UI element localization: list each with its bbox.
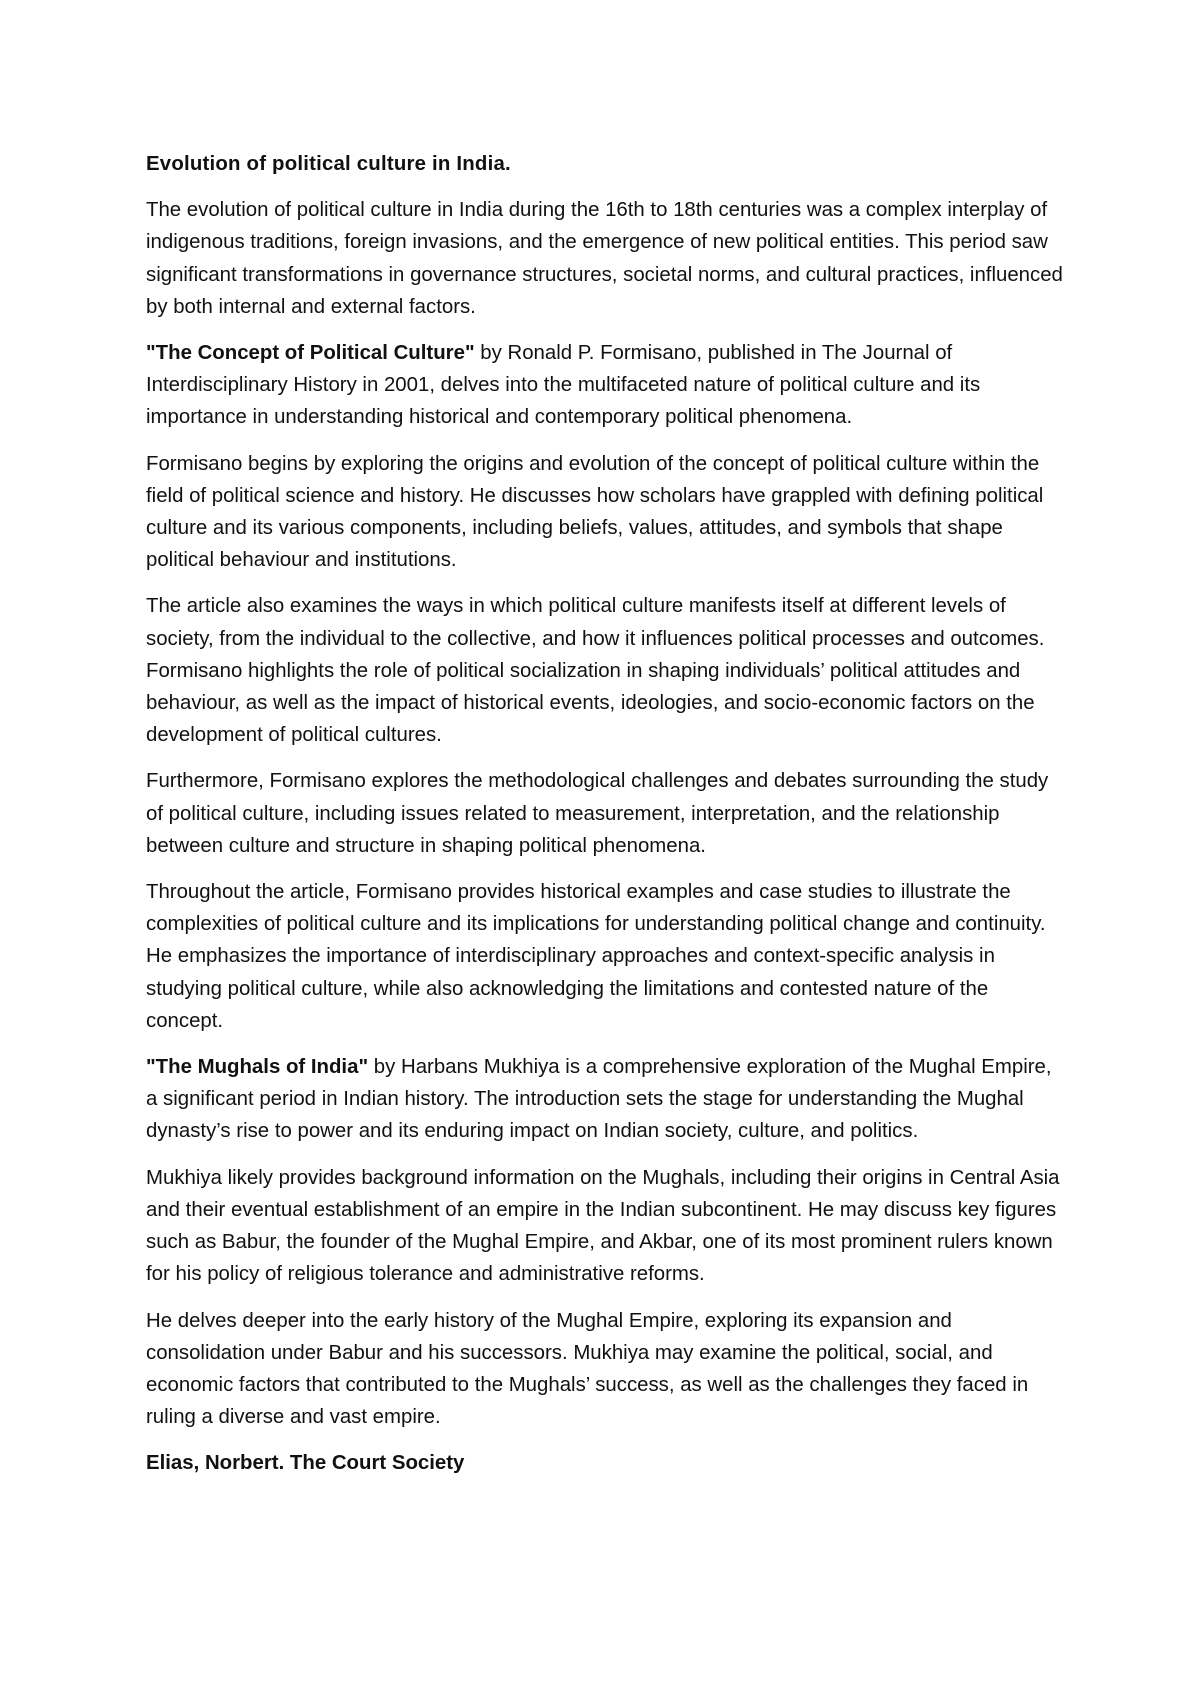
mukhiya-book-title: "The Mughals of India" (146, 1056, 369, 1079)
formisano-summary-text: by Ronald P. Formisano, published in The Journal of Interdisciplinary History in 2001, delves into the multifaceted nature of political culture and its importance in understanding historical and contemporary political phenomena. (146, 342, 981, 429)
formisano-article-title: "The Concept of Political Culture" (146, 342, 475, 365)
mukhiya-summary-paragraph (146, 1051, 1066, 1148)
mukhiya-summary-text: by Harbans Mukhiya is a comprehensive exploration of the Mughal Empire, a significant period in Indian history. The introduction sets the stage for understanding the Mughal dynasty’s rise to power and its enduring impact on Indian society, culture, and politics. (146, 1056, 1052, 1143)
mukhiya-paragraph-2: He delves deeper into the early history of the Mughal Empire, exploring its expansion and consolidation under Babur and his successors. Mukhiya may examine the political, social, and economic factors that contributed to the Mughals’ success, as well as the challenges they faced in ruling a diverse and vast empire. (146, 1309, 1029, 1429)
formisano-paragraph-3: Furthermore, Formisano explores the methodological challenges and debates surrounding the study of political culture, including issues related to measurement, interpretation, and the relationship between culture and structure in shaping political phenomena. (146, 770, 1049, 857)
intro-paragraph: The evolution of political culture in India during the 16th to 18th centuries was a complex interplay of indigenous traditions, foreign invasions, and the emergence of new political entities. This period saw significant transformations in governance structures, societal norms, and cultural practices, influenced by both internal and external factors. (146, 199, 1063, 318)
elias-reference-heading: Elias, Norbert. The Court Society (146, 1452, 465, 1475)
formisano-paragraph-2: The article also examines the ways in which political culture manifests itself at different levels of society, from the individual to the collective, and how it influences political processes and outcomes. Formisano highlights the role of political socialization in shaping individuals’ political attitudes and behaviour, as well as the impact of historical events, ideologies, and socio-economic factors on the development of political cultures. (146, 595, 1045, 747)
document-page (146, 148, 1066, 1494)
formisano-paragraph-4: Throughout the article, Formisano provides historical examples and case studies to illustrate the complexities of political culture and its implications for understanding political change and continuity. He emphasizes the importance of interdisciplinary approaches and context-specific analysis in studying political culture, while also acknowledging the limitations and contested nature of the concept. (146, 881, 1046, 1032)
document-title: Evolution of political culture in India. (146, 153, 511, 175)
formisano-summary-paragraph (146, 337, 1066, 434)
mukhiya-paragraph-1: Mukhiya likely provides background information on the Mughals, including their origins in Central Asia and their eventual establishment of an empire in the Indian subcontinent. He may discuss key figures such as Babur, the founder of the Mughal Empire, and Akbar, one of its most prominent rulers known for his policy of religious tolerance and administrative reforms. (146, 1166, 1060, 1286)
formisano-paragraph-1: Formisano begins by exploring the origins and evolution of the concept of political culture within the field of political science and history. He discusses how scholars have grappled with defining political culture and its various components, including beliefs, values, attitudes, and symbols that shape political behaviour and institutions. (146, 452, 1044, 572)
